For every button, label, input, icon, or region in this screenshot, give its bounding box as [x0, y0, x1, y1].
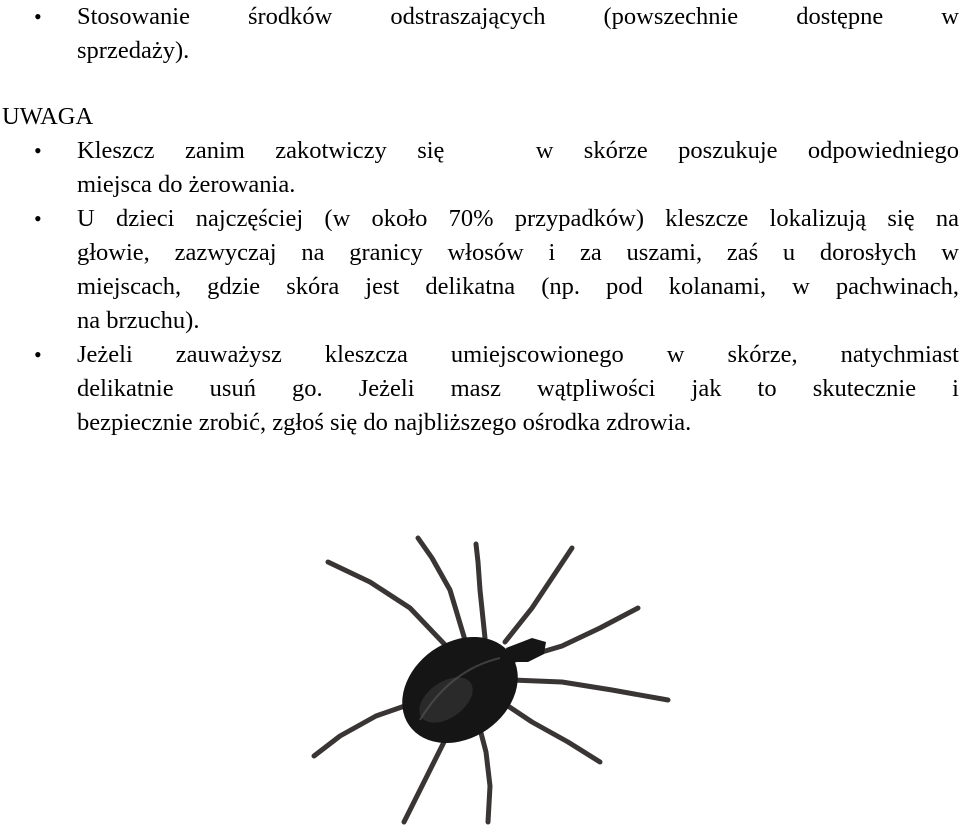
- bullet-marker: •: [34, 342, 42, 367]
- note-2-line-4: na brzuchu).: [77, 307, 200, 334]
- tick-icon: [300, 530, 700, 826]
- bullet-marker: •: [34, 206, 42, 231]
- bullet-marker: •: [34, 138, 42, 163]
- tick-leg: [496, 698, 600, 762]
- tick-leg: [404, 730, 450, 822]
- tick-leg: [505, 548, 572, 642]
- note-2-line-2: głowie, zazwyczaj na granicy włosów i za uszami, zaś u dorosłych w: [77, 239, 959, 266]
- note-2-line-3: miejscach, gdzie skóra jest delikatna (np. pod kolanami, w pachwinach,: [77, 273, 959, 300]
- tick-illustration: [300, 530, 700, 826]
- tick-leg: [476, 544, 485, 638]
- note-1-line-1: Kleszcz zanim zakotwiczy się w skórze poszukuje odpowiedniego: [77, 137, 959, 164]
- bullet-marker: •: [34, 4, 42, 29]
- first-item-line-1: Stosowanie środków odstraszających (powszechnie dostępne w: [77, 3, 959, 30]
- first-item-line-2: sprzedaży).: [77, 37, 190, 64]
- warning-heading: UWAGA: [2, 103, 94, 130]
- tick-leg: [328, 562, 450, 650]
- tick-leg: [512, 680, 668, 700]
- note-3-line-3: bezpiecznie zrobić, zgłoś się do najbliższego ośrodka zdrowia.: [77, 409, 692, 436]
- note-1-line-2: miejsca do żerowania.: [77, 171, 296, 198]
- note-3-line-1: Jeżeli zauważysz kleszcza umiejscowionego w skórze, natychmiast: [77, 341, 959, 368]
- note-3-line-2: delikatnie usuń go. Jeżeli masz wątpliwości jak to skutecznie i: [77, 375, 959, 402]
- note-2-line-1: U dzieci najczęściej (w około 70% przypadków) kleszcze lokalizują się na: [77, 205, 959, 232]
